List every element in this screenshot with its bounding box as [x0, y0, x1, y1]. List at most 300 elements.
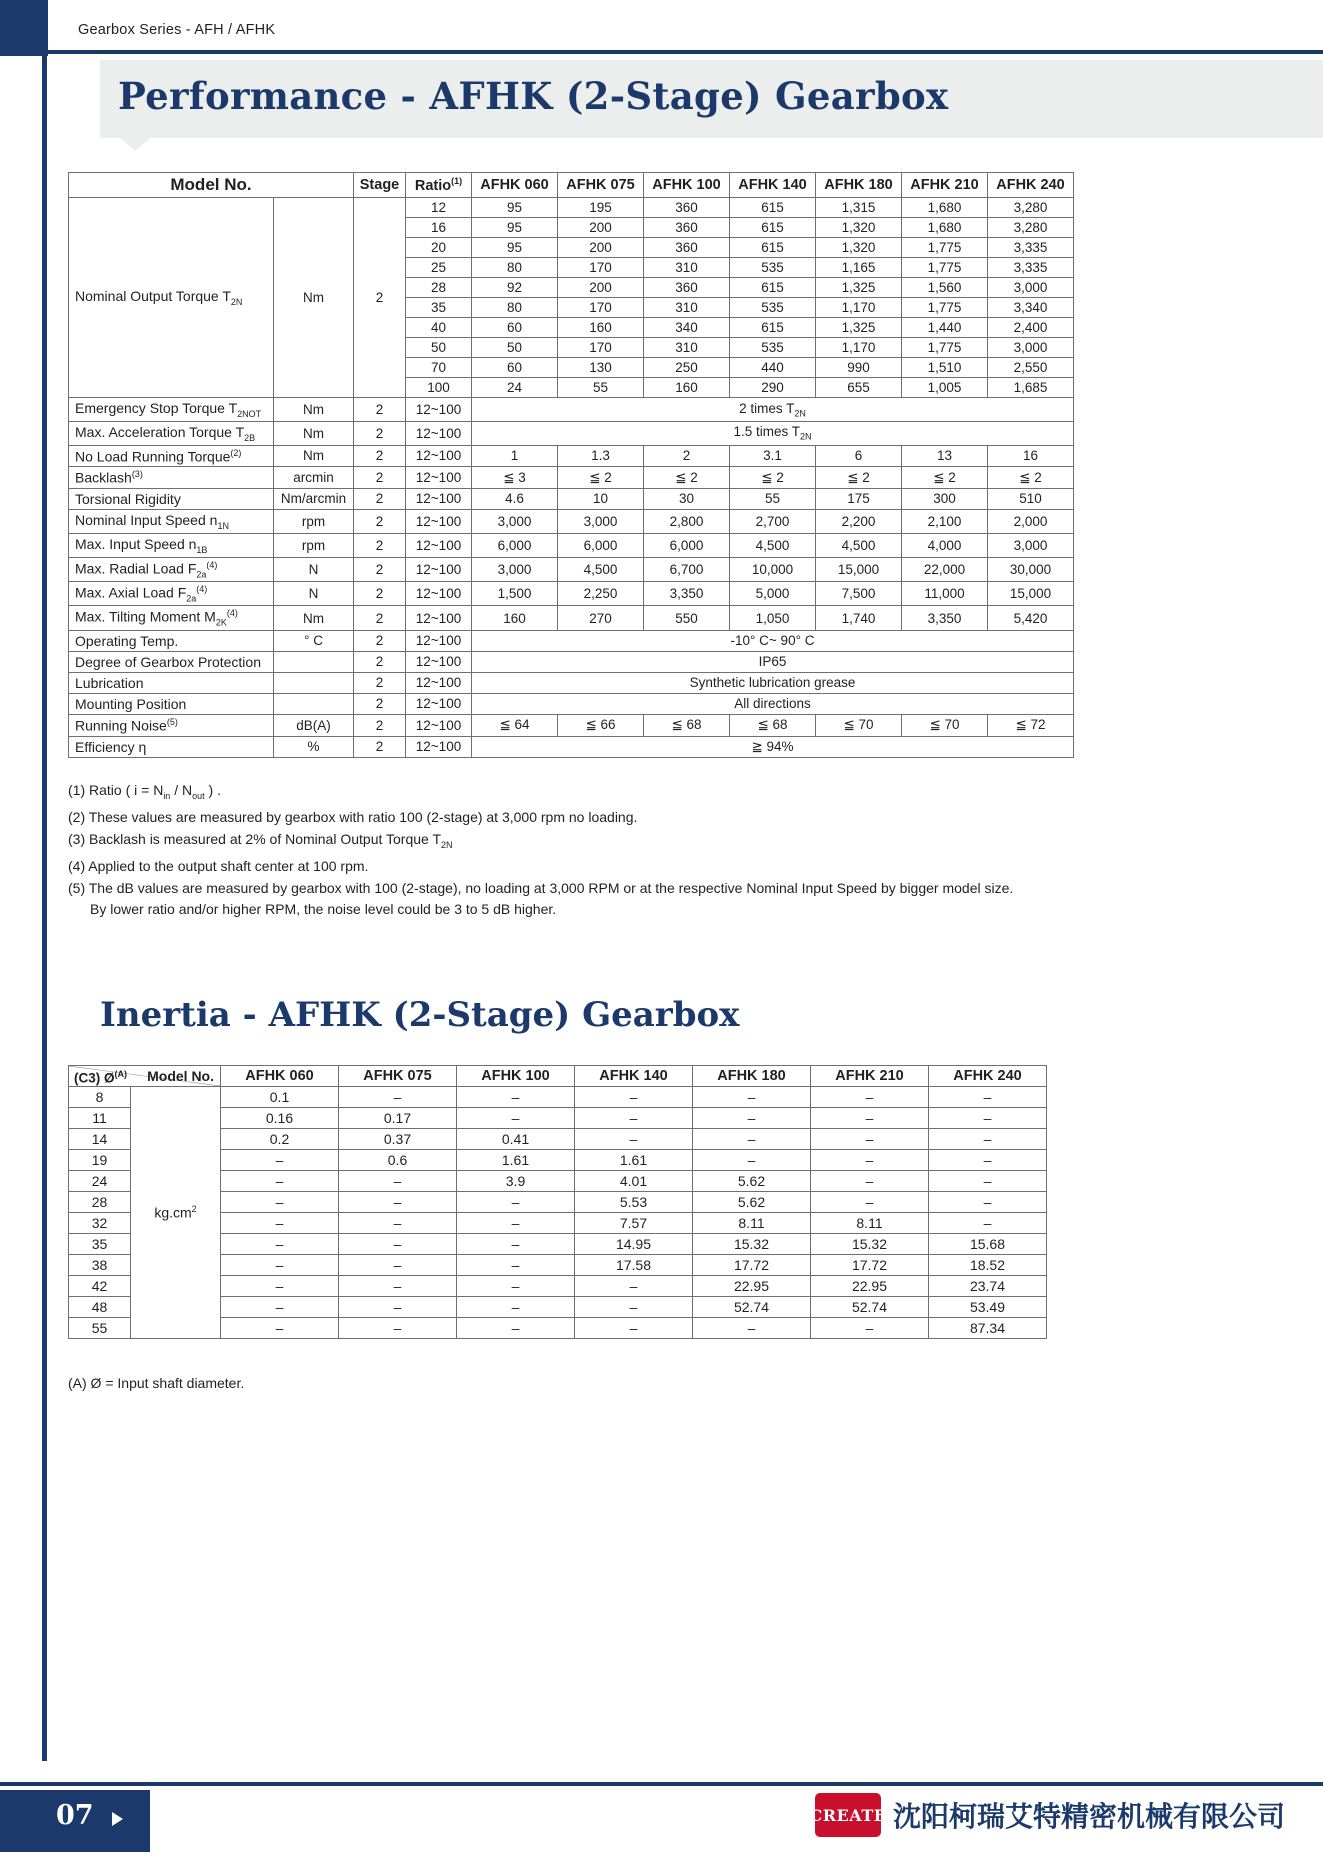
value-cell: 0.1 — [221, 1087, 339, 1108]
value-cell: 15,000 — [816, 557, 902, 581]
value-cell: 6,000 — [558, 533, 644, 557]
row-stage: 2 — [354, 445, 406, 467]
value-cell: 87.34 — [929, 1318, 1047, 1339]
value-cell: 615 — [730, 238, 816, 258]
inertia-table-head — [69, 1066, 1047, 1087]
value-cell: 95 — [472, 238, 558, 258]
value-cell: ≦ 64 — [472, 714, 558, 736]
banner-notch — [120, 138, 150, 151]
row-stage: 2 — [354, 581, 406, 605]
row-label-nominal-output-torque: Nominal Output Torque $T_{2N}$ — [69, 198, 274, 398]
row-unit: % — [274, 736, 354, 757]
value-cell: 55 — [730, 488, 816, 509]
value-cell: – — [693, 1318, 811, 1339]
value-cell: 3,000 — [988, 533, 1074, 557]
value-cell: 52.74 — [693, 1297, 811, 1318]
ratio-cell: 12~100 — [406, 557, 472, 581]
page-arrow-icon — [112, 1812, 123, 1826]
span-value-cell: ≧ 94% — [472, 736, 1074, 757]
row-stage: 2 — [354, 398, 406, 422]
performance-table-body — [69, 198, 1074, 758]
value-cell: – — [575, 1318, 693, 1339]
value-cell: 5.53 — [575, 1192, 693, 1213]
value-cell: ≦ 2 — [558, 467, 644, 489]
row-label-max-input-speed: Max. Input Speed $n_{1B}$ — [69, 533, 274, 557]
table-row — [69, 445, 1074, 467]
value-cell: 50 — [472, 338, 558, 358]
value-cell: – — [811, 1087, 929, 1108]
table-row — [69, 630, 1074, 651]
value-cell: 16 — [988, 445, 1074, 467]
row-unit: Nm — [274, 606, 354, 630]
ratio-cell: 28 — [406, 278, 472, 298]
value-cell: – — [929, 1213, 1047, 1234]
value-cell: – — [221, 1150, 339, 1171]
value-cell: 13 — [902, 445, 988, 467]
diameter-cell: 48 — [69, 1297, 131, 1318]
company-name: 沈阳柯瑞艾特精密机械有限公司 — [892, 1800, 1285, 1833]
value-cell: 1,680 — [902, 218, 988, 238]
span-value-cell: -10° C~ 90° C — [472, 630, 1074, 651]
row-unit: Nm/arcmin — [274, 488, 354, 509]
table-row — [69, 1087, 1047, 1108]
value-cell: 5.62 — [693, 1171, 811, 1192]
row-label-mounting-position: Mounting Position — [69, 693, 274, 714]
footnote-1: (1) Ratio ( $i = N_{in} / N_{out}$ ) . — [68, 782, 221, 801]
inertia-footnote: (A) Ø = Input shaft diameter. — [68, 1375, 245, 1391]
row-label-max-radial-load: Max. Radial Load $F_{2a}^{(4)}$ — [69, 557, 274, 581]
ratio-cell: 12~100 — [406, 445, 472, 467]
row-unit: rpm — [274, 509, 354, 533]
value-cell: – — [929, 1087, 1047, 1108]
row-label-degree-of-protection: Degree of Gearbox Protection — [69, 651, 274, 672]
col-stage: Stage — [354, 173, 406, 198]
row-stage: 2 — [354, 693, 406, 714]
value-cell: – — [221, 1255, 339, 1276]
value-cell: 4,500 — [730, 533, 816, 557]
value-cell: 615 — [730, 218, 816, 238]
ratio-cell: 12~100 — [406, 606, 472, 630]
value-cell: 1,170 — [816, 298, 902, 318]
table-row — [69, 581, 1074, 605]
corner-diameter-label: (C3) $Ø^{(A)}$ — [74, 1068, 127, 1085]
page-title: Performance - AFHK (2-Stage) Gearbox — [118, 74, 949, 118]
row-unit: Nm — [274, 421, 354, 445]
value-cell: 22.95 — [811, 1276, 929, 1297]
value-cell: 1,325 — [816, 278, 902, 298]
value-cell: – — [221, 1318, 339, 1339]
value-cell: 1,680 — [902, 198, 988, 218]
value-cell: 3,000 — [472, 509, 558, 533]
ratio-cell: 70 — [406, 358, 472, 378]
row-unit: dB(A) — [274, 714, 354, 736]
value-cell: 550 — [644, 606, 730, 630]
value-cell: – — [811, 1171, 929, 1192]
value-cell: – — [339, 1297, 457, 1318]
performance-table-head — [69, 173, 1074, 198]
table-row — [69, 693, 1074, 714]
col-model-210: AFHK 210 — [902, 173, 988, 198]
value-cell: 3,000 — [988, 278, 1074, 298]
ratio-cell: 12~100 — [406, 488, 472, 509]
value-cell: 8.11 — [693, 1213, 811, 1234]
value-cell: – — [457, 1108, 575, 1129]
ratio-cell: 100 — [406, 378, 472, 398]
inertia-unit-cell: $kg.cm^2$ — [131, 1087, 221, 1339]
value-cell: – — [457, 1192, 575, 1213]
value-cell: – — [221, 1276, 339, 1297]
value-cell: 990 — [816, 358, 902, 378]
page-number: 07 — [56, 1800, 94, 1831]
value-cell: 360 — [644, 198, 730, 218]
ratio-cell: 20 — [406, 238, 472, 258]
value-cell: 8.11 — [811, 1213, 929, 1234]
row-unit: arcmin — [274, 467, 354, 489]
value-cell: 30,000 — [988, 557, 1074, 581]
value-cell: – — [221, 1234, 339, 1255]
value-cell: 3,335 — [988, 258, 1074, 278]
col-model-140: AFHK 140 — [730, 173, 816, 198]
value-cell: 3,000 — [472, 557, 558, 581]
value-cell: 1,440 — [902, 318, 988, 338]
value-cell: 6 — [816, 445, 902, 467]
value-cell: 92 — [472, 278, 558, 298]
value-cell: – — [575, 1276, 693, 1297]
row-unit: Nm — [274, 198, 354, 398]
row-stage: 2 — [354, 509, 406, 533]
row-unit — [274, 693, 354, 714]
value-cell: 0.2 — [221, 1129, 339, 1150]
value-cell: ≦ 3 — [472, 467, 558, 489]
value-cell: ≦ 68 — [644, 714, 730, 736]
row-stage: 2 — [354, 198, 406, 398]
value-cell: ≦ 2 — [902, 467, 988, 489]
left-spine — [42, 56, 47, 1761]
performance-banner — [100, 60, 1323, 138]
value-cell: 5,000 — [730, 581, 816, 605]
value-cell: – — [339, 1213, 457, 1234]
value-cell: 3,280 — [988, 198, 1074, 218]
ratio-cell: 12 — [406, 198, 472, 218]
footnote-2: (2) These values are measured by gearbox with ratio 100 (2-stage) at 3,000 rpm no loading. — [68, 809, 638, 826]
row-unit: ° C — [274, 630, 354, 651]
value-cell: 5.62 — [693, 1192, 811, 1213]
row-unit — [274, 672, 354, 693]
table-row — [69, 606, 1074, 630]
row-label-lubrication: Lubrication — [69, 672, 274, 693]
value-cell: 1,510 — [902, 358, 988, 378]
value-cell: 1.3 — [558, 445, 644, 467]
value-cell: – — [221, 1192, 339, 1213]
running-head: Gearbox Series - AFH / AFHK — [78, 22, 276, 38]
span-value-cell: IP65 — [472, 651, 1074, 672]
value-cell: – — [929, 1192, 1047, 1213]
page-header — [0, 0, 1323, 56]
value-cell: 22,000 — [902, 557, 988, 581]
row-label-efficiency: Efficiency η — [69, 736, 274, 757]
value-cell: 130 — [558, 358, 644, 378]
value-cell: 53.49 — [929, 1297, 1047, 1318]
value-cell: 24 — [472, 378, 558, 398]
table-row — [69, 651, 1074, 672]
value-cell: 95 — [472, 218, 558, 238]
diameter-cell: 14 — [69, 1129, 131, 1150]
corner-model-label: Model No. — [147, 1068, 214, 1084]
value-cell: ≦ 66 — [558, 714, 644, 736]
row-label-max-axial-load: Max. Axial Load $F_{2a}^{(4)}$ — [69, 581, 274, 605]
value-cell: 15.32 — [693, 1234, 811, 1255]
table-row — [69, 421, 1074, 445]
diameter-cell: 19 — [69, 1150, 131, 1171]
value-cell: 22.95 — [693, 1276, 811, 1297]
col-model-060: AFHK 060 — [472, 173, 558, 198]
value-cell: 2,100 — [902, 509, 988, 533]
value-cell: 1 — [472, 445, 558, 467]
value-cell: 1,775 — [902, 338, 988, 358]
value-cell: 0.16 — [221, 1108, 339, 1129]
col-model-100: AFHK 100 — [644, 173, 730, 198]
row-unit: N — [274, 557, 354, 581]
ratio-cell: 12~100 — [406, 421, 472, 445]
ratio-cell: 12~100 — [406, 736, 472, 757]
value-cell: 23.74 — [929, 1276, 1047, 1297]
diameter-cell: 11 — [69, 1108, 131, 1129]
value-cell: 510 — [988, 488, 1074, 509]
performance-table — [68, 172, 1074, 758]
row-unit — [274, 651, 354, 672]
value-cell: 17.72 — [811, 1255, 929, 1276]
inertia-section-title: Inertia - AFHK (2-Stage) Gearbox — [100, 995, 740, 1035]
value-cell: 290 — [730, 378, 816, 398]
row-unit: Nm — [274, 398, 354, 422]
col-model-240: AFHK 240 — [988, 173, 1074, 198]
row-label-backlash: Backlash$^{(3)}$ — [69, 467, 274, 489]
value-cell: 2,800 — [644, 509, 730, 533]
value-cell: ≦ 2 — [816, 467, 902, 489]
table-row — [69, 533, 1074, 557]
value-cell: 3,335 — [988, 238, 1074, 258]
value-cell: 615 — [730, 198, 816, 218]
value-cell: 15,000 — [988, 581, 1074, 605]
value-cell: 4,500 — [816, 533, 902, 557]
ratio-cell: 12~100 — [406, 630, 472, 651]
row-stage: 2 — [354, 533, 406, 557]
inertia-col-140: AFHK 140 — [575, 1066, 693, 1087]
value-cell: 615 — [730, 318, 816, 338]
performance-footnotes — [68, 780, 1248, 921]
row-stage: 2 — [354, 421, 406, 445]
value-cell: – — [221, 1171, 339, 1192]
value-cell: 1,165 — [816, 258, 902, 278]
value-cell: 2,000 — [988, 509, 1074, 533]
value-cell: – — [693, 1150, 811, 1171]
value-cell: 310 — [644, 298, 730, 318]
value-cell: 0.6 — [339, 1150, 457, 1171]
ratio-cell: 50 — [406, 338, 472, 358]
value-cell: – — [221, 1213, 339, 1234]
inertia-table-body — [69, 1087, 1047, 1339]
value-cell: – — [811, 1192, 929, 1213]
col-ratio: Ratio$^{(1)}$ — [406, 173, 472, 198]
ratio-cell: 35 — [406, 298, 472, 318]
value-cell: 340 — [644, 318, 730, 338]
value-cell: 6,000 — [472, 533, 558, 557]
span-value-cell: 2 times $T_{2N}$ — [472, 398, 1074, 422]
inertia-col-240: AFHK 240 — [929, 1066, 1047, 1087]
table-row — [69, 398, 1074, 422]
value-cell: 4.6 — [472, 488, 558, 509]
value-cell: – — [693, 1087, 811, 1108]
value-cell: – — [457, 1087, 575, 1108]
value-cell: 3,280 — [988, 218, 1074, 238]
footnote-4: (4) Applied to the output shaft center at 100 rpm. — [68, 858, 369, 875]
ratio-cell: 12~100 — [406, 581, 472, 605]
row-label-max-tilting-moment: Max. Tilting Moment $M_{2K}^{(4)}$ — [69, 606, 274, 630]
row-label-no-load-running-torque: No Load Running Torque$^{(2)}$ — [69, 445, 274, 467]
value-cell: ≦ 72 — [988, 714, 1074, 736]
company-logo — [809, 1793, 1285, 1837]
value-cell: ≦ 70 — [902, 714, 988, 736]
value-cell: – — [575, 1297, 693, 1318]
value-cell: 1,775 — [902, 238, 988, 258]
value-cell: – — [457, 1318, 575, 1339]
value-cell: 3,350 — [644, 581, 730, 605]
value-cell: – — [339, 1318, 457, 1339]
inertia-corner-header — [69, 1066, 221, 1087]
value-cell: 7,500 — [816, 581, 902, 605]
value-cell: 535 — [730, 258, 816, 278]
value-cell: 11,000 — [902, 581, 988, 605]
diameter-cell: 32 — [69, 1213, 131, 1234]
value-cell: 6,700 — [644, 557, 730, 581]
value-cell: 0.37 — [339, 1129, 457, 1150]
value-cell: – — [339, 1171, 457, 1192]
diameter-cell: 24 — [69, 1171, 131, 1192]
value-cell: 3.1 — [730, 445, 816, 467]
value-cell: 0.17 — [339, 1108, 457, 1129]
row-label-max-acceleration-torque: Max. Acceleration Torque $T_{2B}$ — [69, 421, 274, 445]
value-cell: 2,550 — [988, 358, 1074, 378]
value-cell: 655 — [816, 378, 902, 398]
table-row — [69, 509, 1074, 533]
value-cell: – — [929, 1129, 1047, 1150]
value-cell: 7.57 — [575, 1213, 693, 1234]
value-cell: 1,315 — [816, 198, 902, 218]
value-cell: 160 — [644, 378, 730, 398]
inertia-col-075: AFHK 075 — [339, 1066, 457, 1087]
value-cell: 1,325 — [816, 318, 902, 338]
value-cell: 3,350 — [902, 606, 988, 630]
value-cell: 6,000 — [644, 533, 730, 557]
value-cell: – — [339, 1087, 457, 1108]
ratio-cell: 12~100 — [406, 714, 472, 736]
col-model-no: Model No. — [69, 173, 354, 198]
value-cell: ≦ 70 — [816, 714, 902, 736]
value-cell: – — [929, 1108, 1047, 1129]
value-cell: 17.58 — [575, 1255, 693, 1276]
value-cell: 535 — [730, 338, 816, 358]
value-cell: 250 — [644, 358, 730, 378]
ratio-cell: 12~100 — [406, 693, 472, 714]
value-cell: 360 — [644, 278, 730, 298]
value-cell: – — [575, 1087, 693, 1108]
value-cell: – — [457, 1234, 575, 1255]
ratio-cell: 40 — [406, 318, 472, 338]
ratio-cell: 16 — [406, 218, 472, 238]
value-cell: – — [575, 1129, 693, 1150]
create-logo-icon: CREATE — [815, 1793, 881, 1837]
ratio-cell: 12~100 — [406, 651, 472, 672]
row-stage: 2 — [354, 714, 406, 736]
value-cell: 5,420 — [988, 606, 1074, 630]
value-cell: – — [811, 1108, 929, 1129]
ratio-cell: 12~100 — [406, 533, 472, 557]
value-cell: 1,005 — [902, 378, 988, 398]
value-cell: 10,000 — [730, 557, 816, 581]
value-cell: 17.72 — [693, 1255, 811, 1276]
diameter-cell: 38 — [69, 1255, 131, 1276]
row-stage: 2 — [354, 606, 406, 630]
value-cell: 360 — [644, 218, 730, 238]
row-unit: Nm — [274, 445, 354, 467]
row-stage: 2 — [354, 630, 406, 651]
value-cell: 1.61 — [575, 1150, 693, 1171]
value-cell: 200 — [558, 278, 644, 298]
value-cell: 1,320 — [816, 218, 902, 238]
inertia-col-100: AFHK 100 — [457, 1066, 575, 1087]
value-cell: 18.52 — [929, 1255, 1047, 1276]
row-label-operating-temp: Operating Temp. — [69, 630, 274, 651]
value-cell: 535 — [730, 298, 816, 318]
value-cell: 95 — [472, 198, 558, 218]
value-cell: 3,340 — [988, 298, 1074, 318]
value-cell: ≦ 2 — [644, 467, 730, 489]
value-cell: 200 — [558, 238, 644, 258]
table-row — [69, 672, 1074, 693]
header-rule — [48, 50, 1323, 54]
inertia-col-060: AFHK 060 — [221, 1066, 339, 1087]
table-row — [69, 557, 1074, 581]
footer-rule — [0, 1782, 1323, 1786]
value-cell: – — [811, 1129, 929, 1150]
value-cell: 2,250 — [558, 581, 644, 605]
value-cell: – — [221, 1297, 339, 1318]
diameter-cell: 55 — [69, 1318, 131, 1339]
value-cell: 440 — [730, 358, 816, 378]
col-model-180: AFHK 180 — [816, 173, 902, 198]
value-cell: 1,500 — [472, 581, 558, 605]
value-cell: 4.01 — [575, 1171, 693, 1192]
value-cell: – — [929, 1150, 1047, 1171]
value-cell: 2,200 — [816, 509, 902, 533]
value-cell: 270 — [558, 606, 644, 630]
value-cell: – — [457, 1297, 575, 1318]
col-model-075: AFHK 075 — [558, 173, 644, 198]
value-cell: 52.74 — [811, 1297, 929, 1318]
value-cell: 175 — [816, 488, 902, 509]
row-stage: 2 — [354, 557, 406, 581]
value-cell: 1,170 — [816, 338, 902, 358]
value-cell: ≦ 68 — [730, 714, 816, 736]
value-cell: – — [339, 1192, 457, 1213]
footnote-3: (3) Backlash is measured at 2% of Nominal Output Torque $T_{2N}$ — [68, 830, 453, 850]
value-cell: 360 — [644, 238, 730, 258]
row-stage: 2 — [354, 672, 406, 693]
row-label-torsional-rigidity: Torsional Rigidity — [69, 488, 274, 509]
diameter-cell: 28 — [69, 1192, 131, 1213]
value-cell: 170 — [558, 338, 644, 358]
diameter-cell: 35 — [69, 1234, 131, 1255]
